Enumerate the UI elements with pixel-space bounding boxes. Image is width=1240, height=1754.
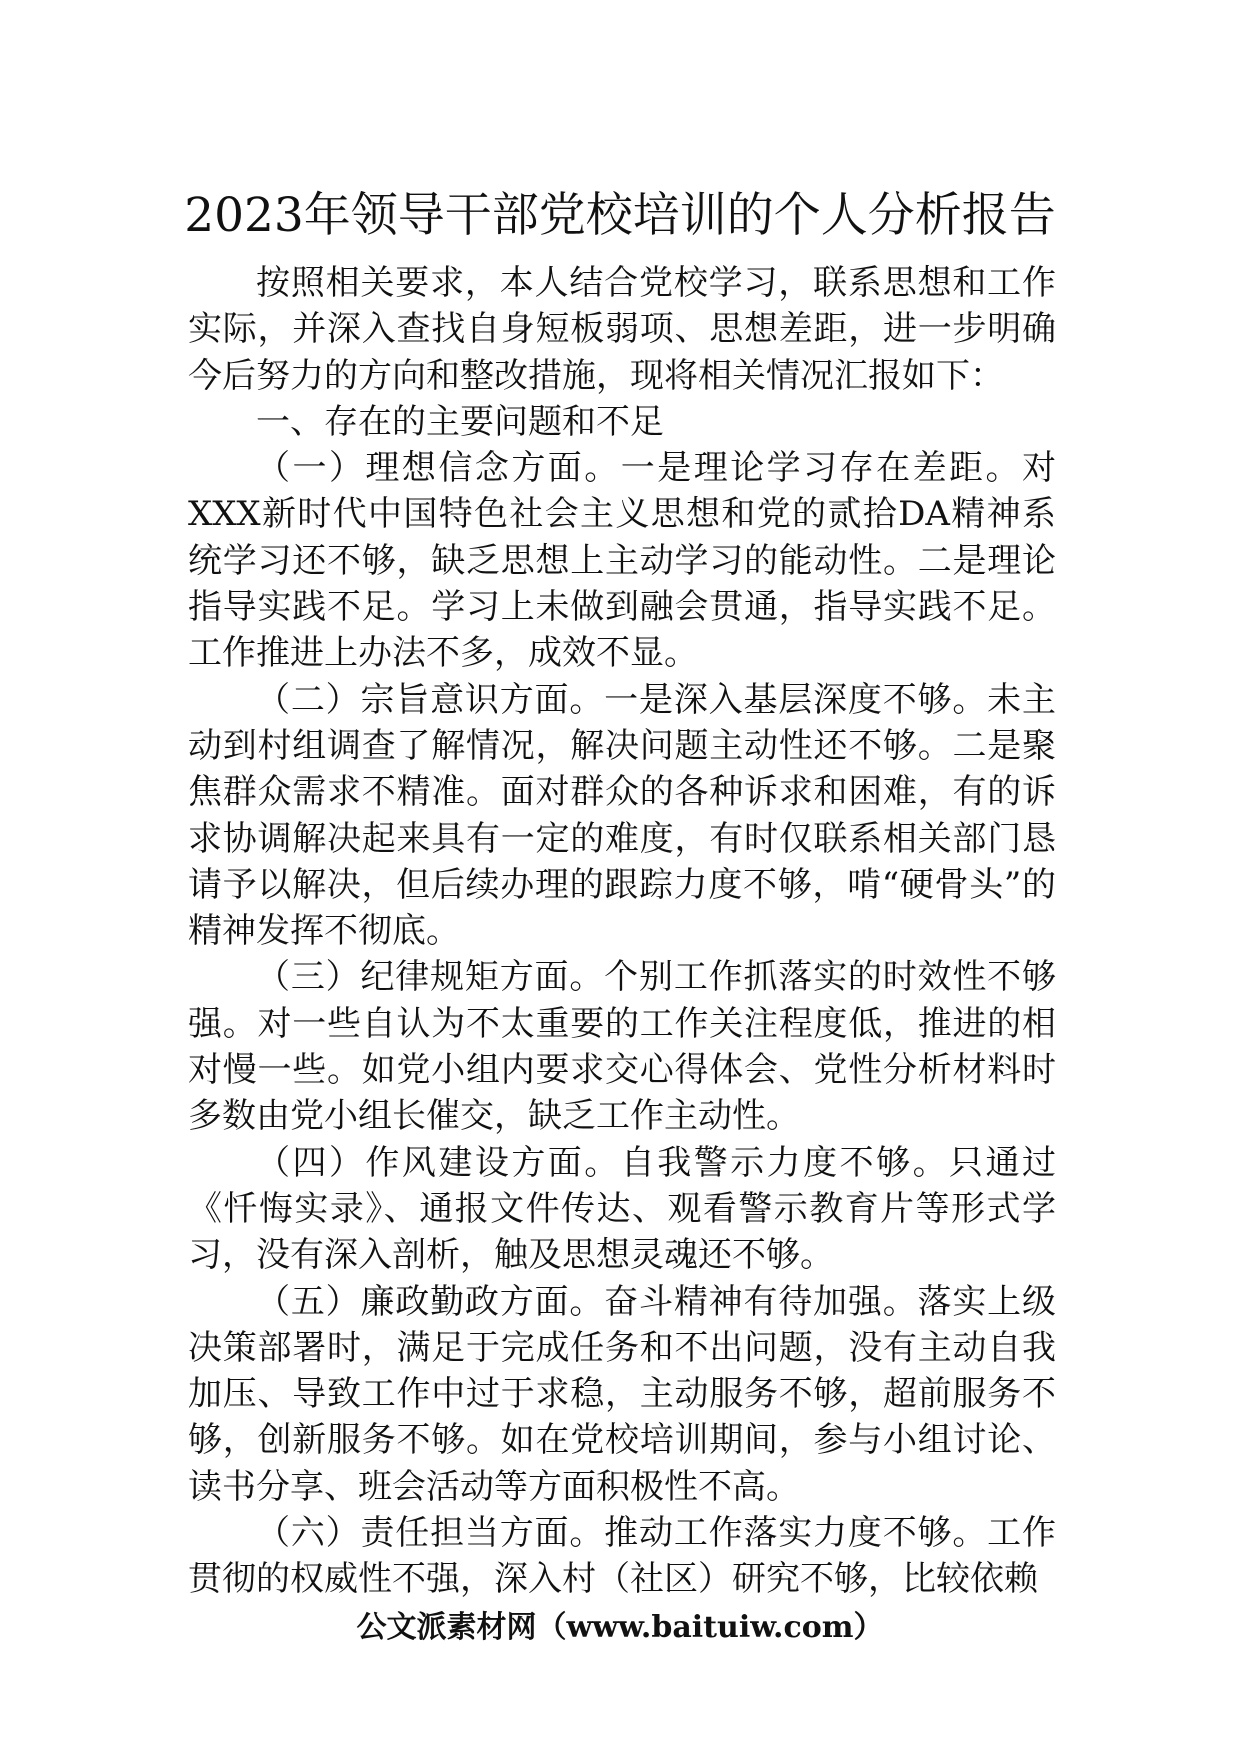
document-body <box>188 260 1056 1603</box>
paragraph-responsibility: （六）责任担当方面。推动工作落实力度不够。工作贯彻的权威性不强，深入村（社区）研究不够，比较依赖 <box>188 1513 1056 1600</box>
intro-paragraph: 按照相关要求，本人结合党校学习，联系思想和工作实际，并深入查找自身短板弱项、思想差距，进一步明确今后努力的方向和整改措施，现将相关情况汇报如下： <box>188 263 1056 396</box>
footer-watermark: 公文派素材网（www.baituiw.com） <box>356 1610 884 1645</box>
paragraph-discipline: （三）纪律规矩方面。个别工作抓落实的时效性不够强。对一些自认为不太重要的工作关注程度低，推进的相对慢一些。如党小组内要求交心得体会、党性分析材料时多数由党小组长催交，缺乏工作主动性。 <box>188 957 1056 1137</box>
section-heading: 一、存在的主要问题和不足 <box>256 401 664 442</box>
paragraph-work-style: （四）作风建设方面。自我警示力度不够。只通过《忏悔实录》、通报文件传达、观看警示教育片等形式学习，没有深入剖析，触及思想灵魂还不够。 <box>188 1142 1056 1276</box>
paragraph-purpose: （二）宗旨意识方面。一是深入基层深度不够。未主动到村组调查了解情况，解决问题主动性还不够。二是聚焦群众需求不精准。面对群众的各种诉求和困难，有的诉求协调解决起来具有一定的难度，有时仅联系相关部门恳请予以解决，但后续办理的跟踪力度不够，啃“硬骨头”的精神发挥不彻底。 <box>188 679 1056 952</box>
document-title: 2023年领导干部党校培训的个人分析报告 <box>184 188 1056 243</box>
paragraph-ideals: （一）理想信念方面。一是理论学习存在差距。对XXX新时代中国特色社会主义思想和党的贰拾DA精神系统学习还不够，缺乏思想上主动学习的能动性。二是理论指导实践不足。学习上未做到融会贯通，指导实践不足。工作推进上办法不多，成效不显。 <box>188 448 1056 674</box>
paragraph-integrity: （五）廉政勤政方面。奋斗精神有待加强。落实上级决策部署时，满足于完成任务和不出问题，没有主动自我加压、导致工作中过于求稳，主动服务不够，超前服务不够，创新服务不够。如在党校培训期间，参与小组讨论、读书分享、班会活动等方面积极性不高。 <box>188 1281 1056 1507</box>
